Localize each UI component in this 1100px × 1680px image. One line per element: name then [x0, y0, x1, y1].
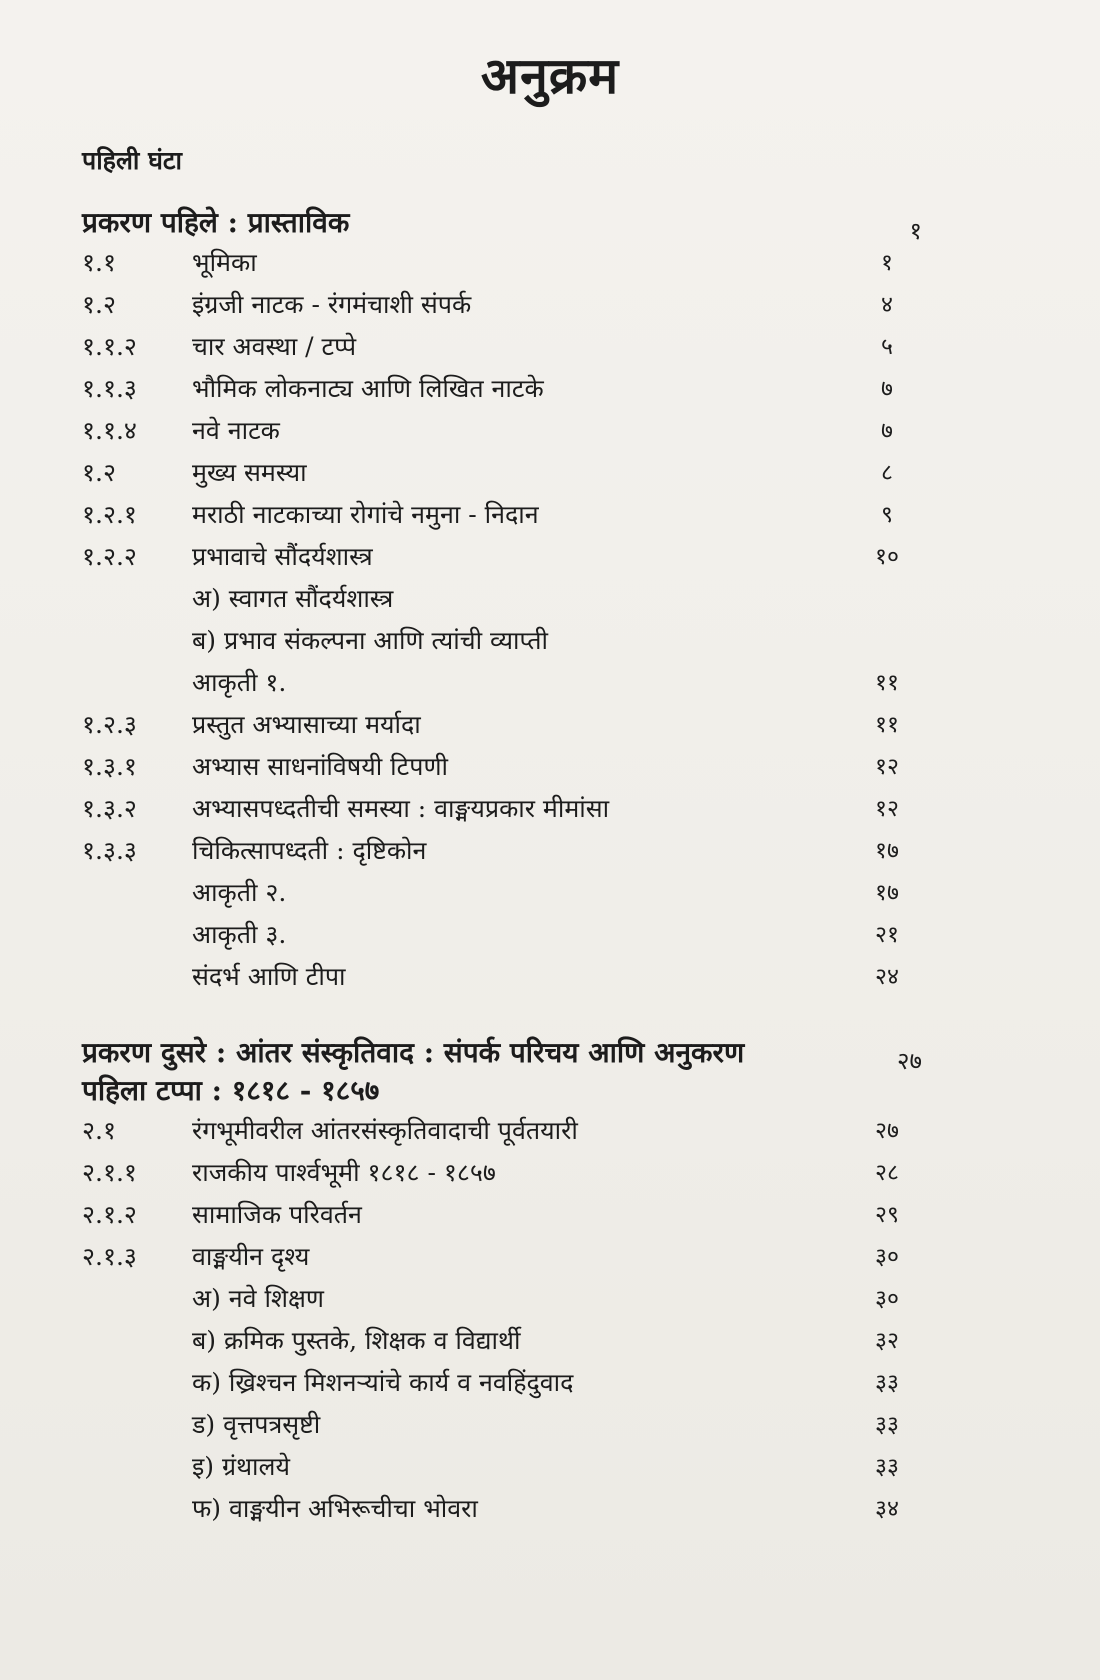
- entry-title: संदर्भ आणि टीपा: [192, 962, 346, 991]
- entry-page-number: ७: [881, 376, 893, 402]
- entry-number: १.१.२: [82, 332, 137, 361]
- toc-entry: [82, 872, 942, 914]
- entry-page-number: १: [881, 250, 893, 276]
- chapter-entries: [82, 242, 942, 998]
- toc-entry: [82, 452, 942, 494]
- entry-title: भूमिका: [192, 248, 257, 277]
- entry-page-number: ३३: [875, 1370, 899, 1396]
- entry-title: नवे नाटक: [192, 416, 280, 445]
- entry-number: १.२: [82, 458, 116, 487]
- entry-number: १.१.४: [82, 416, 137, 445]
- entry-title: फ) वाङ्मयीन अभिरूचीचा भोवरा: [192, 1494, 478, 1523]
- entry-page-number: ३०: [875, 1286, 899, 1312]
- entry-number: १.३.२: [82, 794, 137, 823]
- entry-page-number: २९: [875, 1202, 899, 1228]
- chapter-entries: [82, 1110, 942, 1530]
- chapter-title: प्रकरण दुसरे : आंतर संस्कृतिवाद : संपर्क परिचय आणि अनुकरण: [82, 1036, 745, 1069]
- entry-title: अ) नवे शिक्षण: [192, 1284, 324, 1313]
- entry-title: आकृती १.: [192, 668, 287, 697]
- entry-page-number: ९: [881, 502, 893, 528]
- toc-entry: [82, 1404, 942, 1446]
- entry-title: अभ्यासपध्दतीची समस्या : वाङ्मयप्रकार मीमांसा: [192, 794, 610, 823]
- entry-title: इ) ग्रंथालये: [192, 1452, 290, 1481]
- entry-page-number: २४: [875, 964, 899, 990]
- toc-entry: [82, 1194, 942, 1236]
- toc-entry: [82, 1488, 942, 1530]
- entry-number: १.२: [82, 290, 116, 319]
- toc-entry: [82, 662, 942, 704]
- entry-title: क) ख्रिश्चन मिशनऱ्यांचे कार्य व नवहिंदुवाद: [192, 1368, 574, 1397]
- entry-number: १.२.३: [82, 710, 137, 739]
- entry-title: आकृती ३.: [192, 920, 287, 949]
- entry-page-number: ३४: [875, 1496, 899, 1522]
- entry-page-number: १०: [875, 544, 899, 570]
- entry-title: मराठी नाटकाच्या रोगांचे नमुना - निदान: [192, 500, 539, 529]
- toc-entry: [82, 1236, 942, 1278]
- entry-number: १.३.३: [82, 836, 137, 865]
- entry-title: वाङ्मयीन दृश्य: [192, 1242, 310, 1271]
- section-label: पहिली घंटा: [82, 146, 182, 175]
- entry-number: २.१: [82, 1116, 116, 1145]
- chapter-heading: [82, 1034, 942, 1110]
- entry-title: भौमिक लोकनाट्य आणि लिखित नाटके: [192, 374, 544, 403]
- entry-number: २.१.१: [82, 1158, 137, 1187]
- entry-title: चिकित्सापध्दती : दृष्टिकोन: [192, 836, 427, 865]
- toc-entry: [82, 704, 942, 746]
- entry-number: १.१.३: [82, 374, 137, 403]
- entry-page-number: ४: [881, 292, 893, 318]
- entry-page-number: २७: [875, 1118, 899, 1144]
- entry-page-number: ३०: [875, 1244, 899, 1270]
- entry-number: १.३.१: [82, 752, 137, 781]
- chapter-subtitle: पहिला टप्पा : १८१८ - १८५७: [82, 1074, 380, 1107]
- entry-page-number: ३३: [875, 1454, 899, 1480]
- entry-title: आकृती २.: [192, 878, 287, 907]
- chapter-heading: [82, 204, 942, 245]
- entry-title: अभ्यास साधनांविषयी टिपणी: [192, 752, 448, 781]
- toc-entry: [82, 1110, 942, 1152]
- toc-entry: [82, 578, 942, 620]
- toc-entry: [82, 242, 942, 284]
- entry-title: रंगभूमीवरील आंतरसंस्कृतिवादाची पूर्वतयारी: [192, 1116, 578, 1145]
- entry-number: १.१: [82, 248, 116, 277]
- page-title: अनुक्रम: [480, 46, 620, 105]
- toc-entry: [82, 830, 942, 872]
- entry-page-number: ७: [881, 418, 893, 444]
- toc-entry: [82, 536, 942, 578]
- chapter-page-number: १: [909, 217, 922, 245]
- entry-title: प्रस्तुत अभ्यासाच्या मर्यादा: [192, 710, 421, 739]
- entry-page-number: २८: [875, 1160, 899, 1186]
- entry-title: राजकीय पार्श्वभूमी १८१८ - १८५७: [192, 1158, 496, 1187]
- toc-entry: [82, 1446, 942, 1488]
- toc-entry: [82, 1362, 942, 1404]
- toc-entry: [82, 284, 942, 326]
- entry-page-number: १२: [875, 796, 899, 822]
- toc-entry: [82, 410, 942, 452]
- entry-title: चार अवस्था / टप्पे: [192, 332, 357, 361]
- chapter-page-number: २७: [897, 1047, 922, 1075]
- toc-entry: [82, 494, 942, 536]
- entry-page-number: ११: [875, 670, 899, 696]
- entry-page-number: ११: [875, 712, 899, 738]
- entry-page-number: ५: [881, 334, 893, 360]
- toc-entry: [82, 1152, 942, 1194]
- entry-title: ब) प्रभाव संकल्पना आणि त्यांची व्याप्ती: [192, 626, 548, 655]
- entry-page-number: १७: [875, 838, 899, 864]
- chapter-title: प्रकरण पहिले : प्रास्ताविक: [82, 206, 350, 239]
- entry-number: १.२.१: [82, 500, 137, 529]
- entry-page-number: ८: [881, 460, 893, 486]
- toc-entry: [82, 746, 942, 788]
- entry-title: अ) स्वागत सौंदर्यशास्त्र: [192, 584, 394, 613]
- toc-entry: [82, 914, 942, 956]
- entry-page-number: १२: [875, 754, 899, 780]
- entry-title: मुख्य समस्या: [192, 458, 307, 487]
- toc-entry: [82, 1278, 942, 1320]
- entry-number: १.२.२: [82, 542, 137, 571]
- entry-title: इंग्रजी नाटक - रंगमंचाशी संपर्क: [192, 290, 472, 319]
- toc-entry: [82, 368, 942, 410]
- toc-entry: [82, 1320, 942, 1362]
- toc-entry: [82, 956, 942, 998]
- table-of-contents: [82, 204, 942, 1530]
- entry-page-number: ३३: [875, 1412, 899, 1438]
- entry-page-number: ३२: [875, 1328, 899, 1354]
- entry-page-number: २१: [875, 922, 899, 948]
- entry-number: २.१.२: [82, 1200, 137, 1229]
- entry-title: ड) वृत्तपत्रसृष्टी: [192, 1410, 321, 1439]
- entry-number: २.१.३: [82, 1242, 137, 1271]
- entry-title: सामाजिक परिवर्तन: [192, 1200, 362, 1229]
- toc-entry: [82, 788, 942, 830]
- entry-page-number: १७: [875, 880, 899, 906]
- toc-entry: [82, 326, 942, 368]
- toc-entry: [82, 620, 942, 662]
- entry-title: प्रभावाचे सौंदर्यशास्त्र: [192, 542, 373, 571]
- entry-title: ब) क्रमिक पुस्तके, शिक्षक व विद्यार्थी: [192, 1326, 521, 1355]
